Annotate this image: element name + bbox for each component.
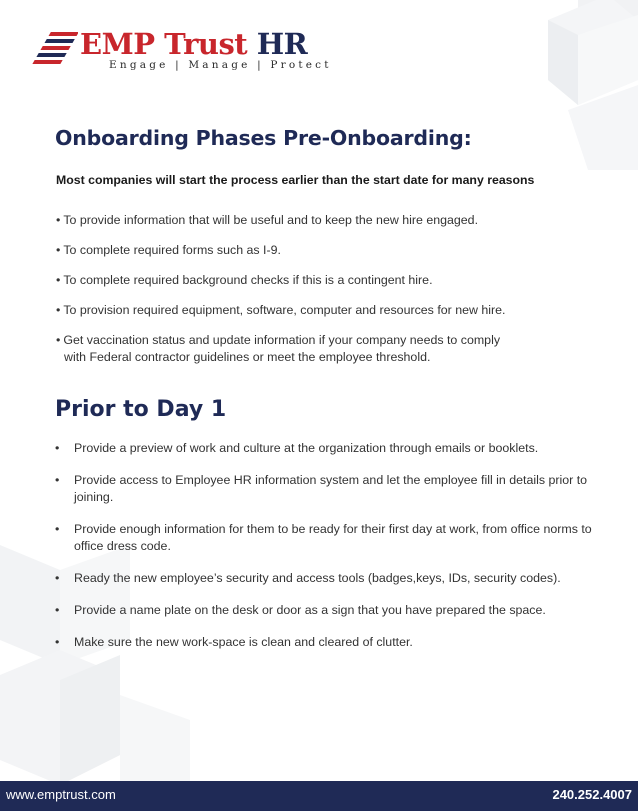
list-item: • Make sure the new work-space is clean and cleared of clutter. xyxy=(55,635,413,649)
page-footer xyxy=(0,781,638,811)
list-item: • To provision required equipment, software, computer and resources for new hire. xyxy=(56,303,506,317)
prior-to-day-1-list xyxy=(55,440,595,651)
decorative-cube-graphic xyxy=(518,0,638,170)
list-item: • To complete required forms such as I-9. xyxy=(56,243,281,257)
flag-stripes-icon xyxy=(30,30,78,70)
section-title-pre-onboarding: Onboarding Phases Pre-Onboarding: xyxy=(55,126,472,150)
logo-wordmark xyxy=(80,28,307,60)
logo-brand-emp: EMP Trust xyxy=(80,27,248,61)
list-item: • Ready the new employee’s security and access tools (badges,keys, IDs, security codes). xyxy=(55,571,561,585)
pre-onboarding-list xyxy=(56,212,596,366)
section-title-prior-to-day-1: Prior to Day 1 xyxy=(55,397,227,422)
list-item: • Provide a preview of work and culture at the organization through emails or booklets. xyxy=(55,441,539,455)
list-item: • To complete required background checks if this is a contingent hire. xyxy=(56,273,433,287)
list-item: • Get vaccination status and update information if your company needs to comply with Federal contractor guidelines or meet the employee threshold. xyxy=(56,333,501,364)
company-logo xyxy=(30,26,330,76)
footer-website-link[interactable]: www.emptrust.com xyxy=(6,787,116,802)
footer-phone-number[interactable]: 240.252.4007 xyxy=(552,787,632,802)
list-item: • To provide information that will be useful and to keep the new hire engaged. xyxy=(56,213,479,227)
logo-tagline: Engage | Manage | Protect xyxy=(109,59,332,71)
list-item: • Provide enough information for them to be ready for their first day at work, from office norms to office dress code. xyxy=(55,522,592,553)
list-item-continuation: with Federal contractor guidelines or meet the employee threshold. xyxy=(64,350,431,364)
list-item: • Provide access to Employee HR information system and let the employee fill in details prior to joining. xyxy=(55,473,588,504)
logo-brand-hr: HR xyxy=(247,27,308,61)
list-item: • Provide a name plate on the desk or door as a sign that you have prepared the space. xyxy=(55,603,546,617)
section-lead-text: Most companies will start the process earlier than the start date for many reasons xyxy=(56,173,535,187)
